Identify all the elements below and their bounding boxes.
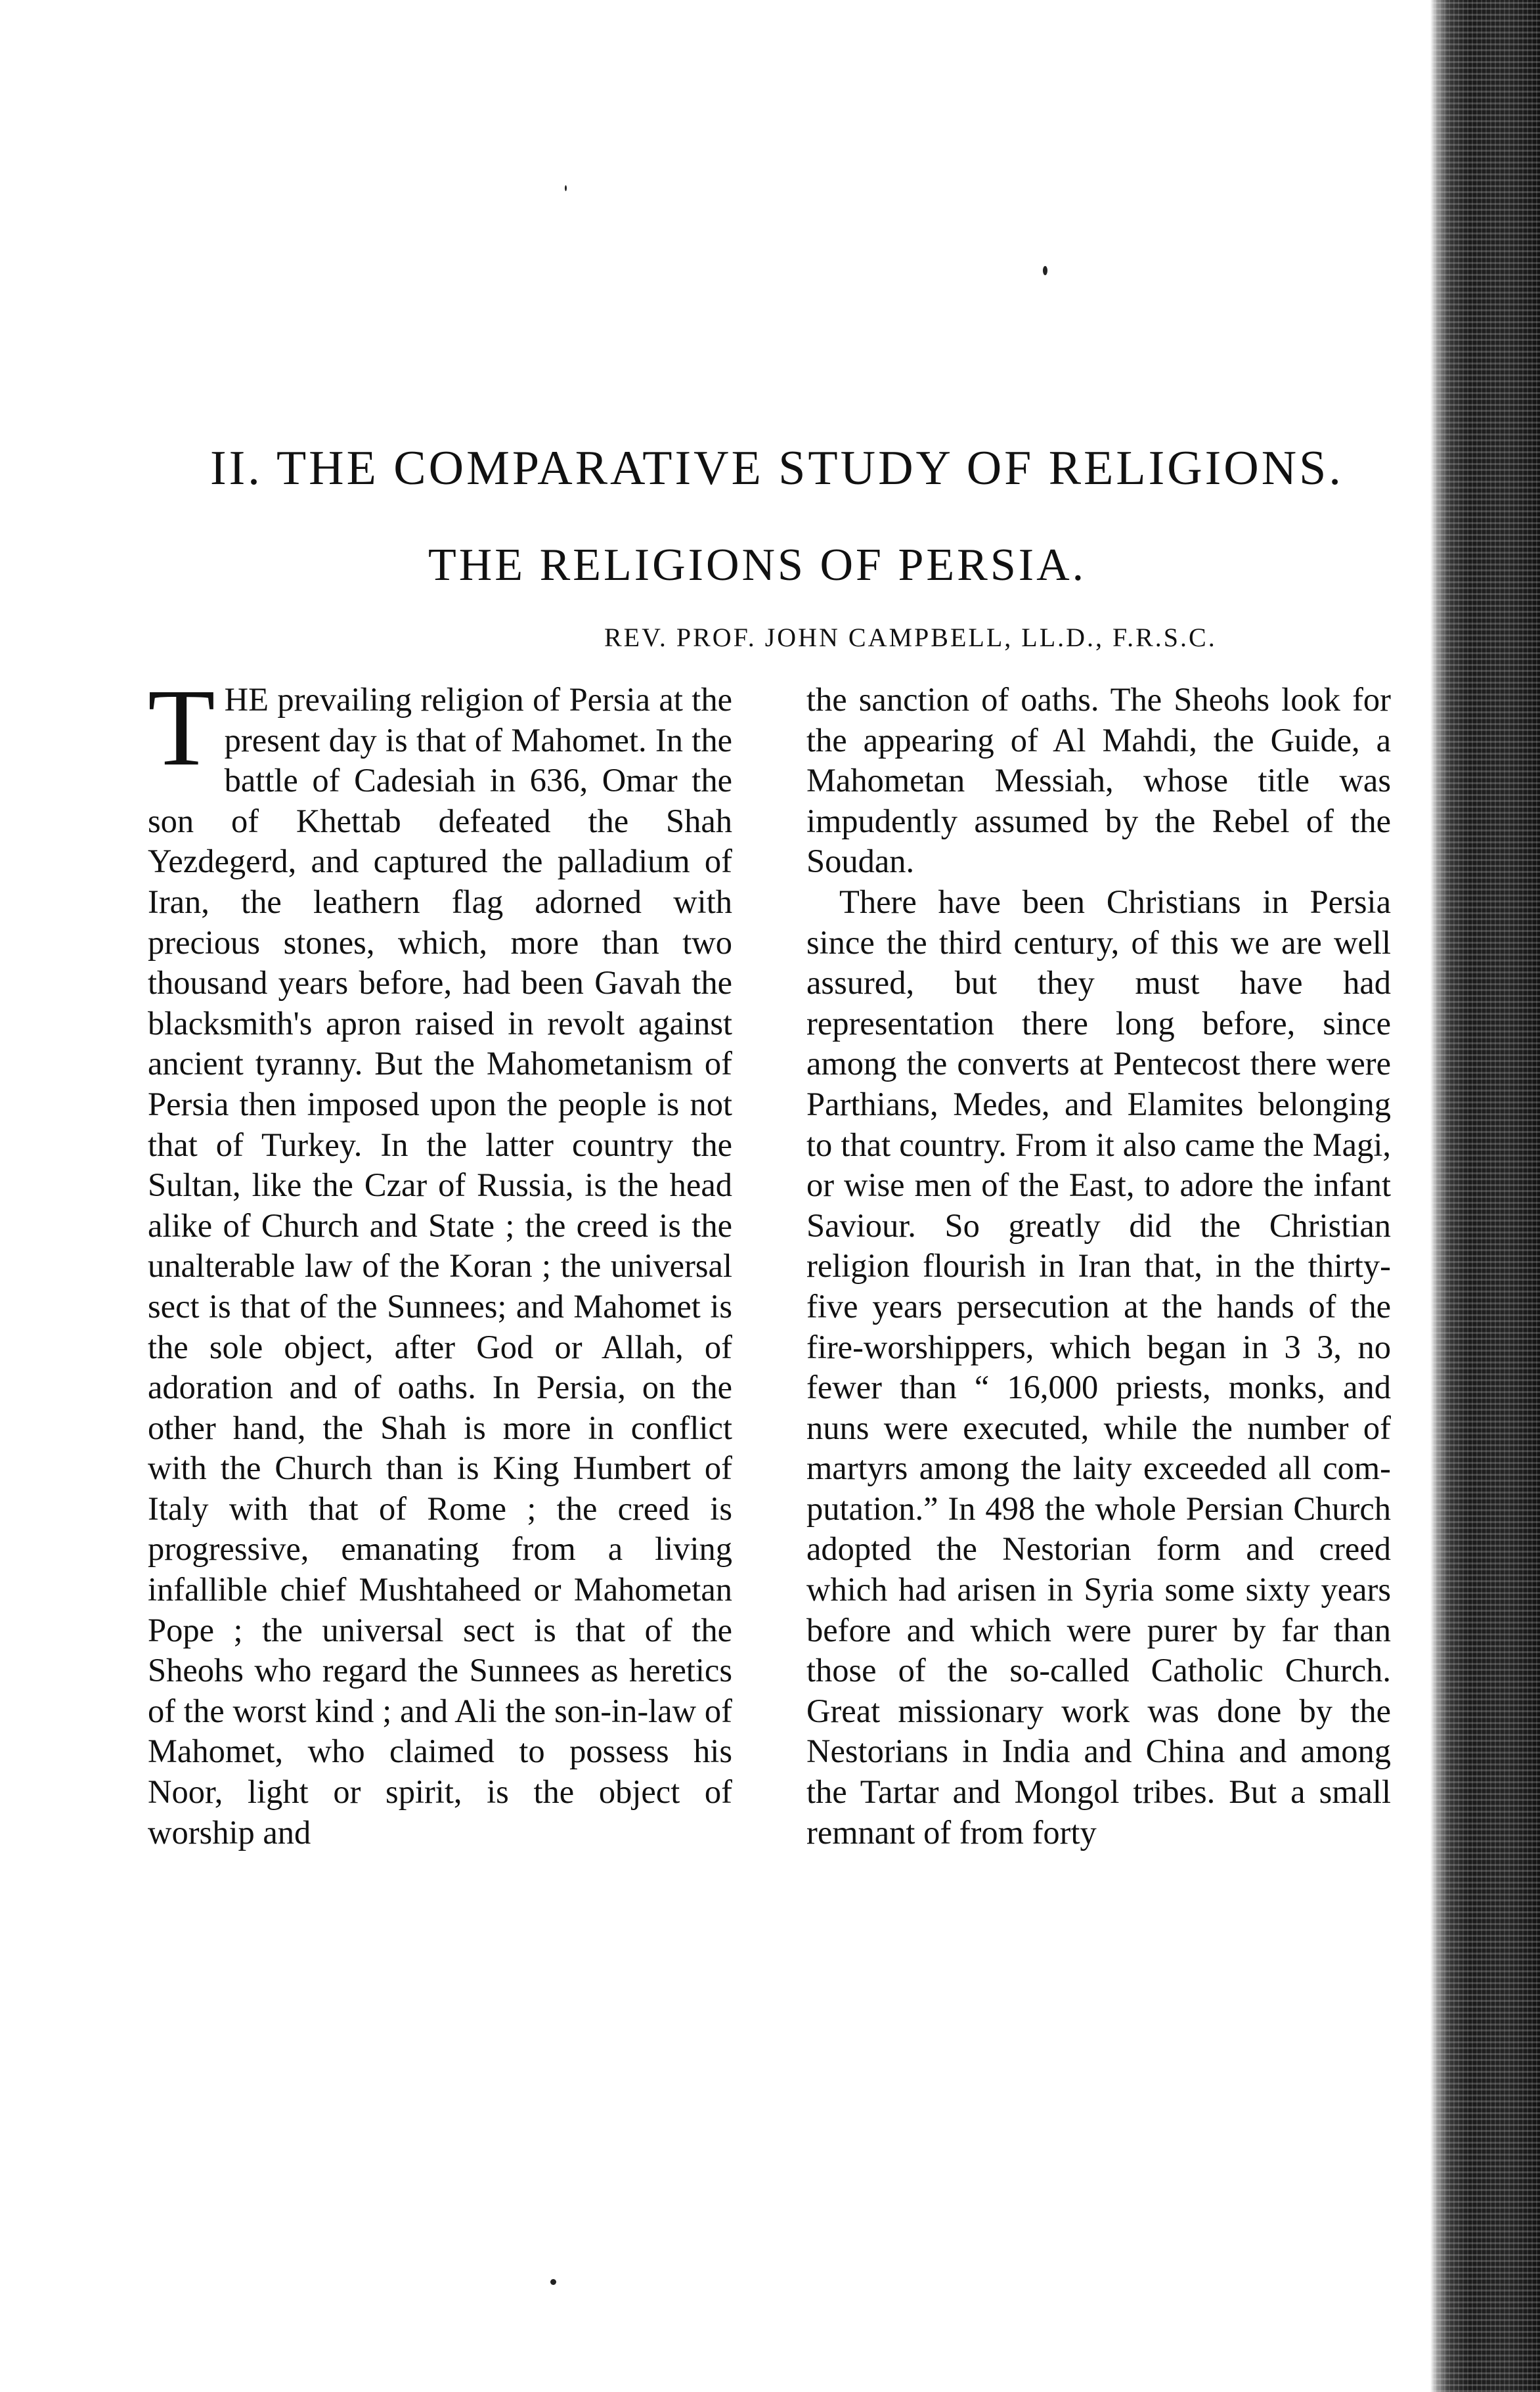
left-column [148,667,732,1853]
scan-speck [565,185,567,191]
right-column-paragraph-1: the sanction of oaths. The Sheohs look for the appearing of Al Mahdi, the Guide, a Mahometan Messiah, whose title was impudently assumed by the Rebel of the Soudan. [806,681,1391,880]
binding-edge [1430,0,1540,2392]
right-column [806,680,1391,1853]
page-mark [550,2279,556,2285]
left-column-paragraph [148,667,732,1853]
article-title: THE RELIGIONS OF PERSIA. [428,540,1087,590]
left-column-text: HE prevailing religion of Persia at the present day is that of Mahomet. In the battle of Cadesiah in 636, Omar the son of Khettab defeated the Shah Yezdegerd, and captured the palladium of Iran, the leathern flag adorned with precious stones, which, more than two thousand years before, had been Gavah the blacksmith's apron raised in revolt against ancient tyranny. But the Mahometanism of Persia then imposed upon the people is not that of Turkey. In the latter country the Sultan, like the Czar of Russia, is the head alike of Church and State ; the creed is the unalterable law of the Koran ; the universal sect is that of the Sunnees; and Mahomet is the sole object, after God or Allah, of adoration and of oaths. In Persia, on the other hand, the Shah is more in conflict with the Church than is King Humbert of Italy with that of Rome ; the creed is progressive, emanating from a living infallible chief Mushtaheed or Mahometan Pope ; the universal sect is that of the Sheohs who regard the Sunnees as heretics of the worst kind ; and Ali the son-in-law of Mahomet, who claimed to possess his Noor, light or spirit, is the object of worship and [148,681,732,1851]
drop-cap: T [148,667,215,789]
right-column-paragraph-2: There have been Christians in Persia since the third century, of this we are well assured, but they must have had representation there long before, since among the converts at Pentecost there were Parthians, Medes, and Elamites belonging to that country. From it also came the Magi, or wise men of the East, to adore the infant Saviour. So greatly did the Christian religion flourish in Iran that, in the thirty-five years persecution at the hands of the fire-worshippers, which began in 3 3, no fewer than “ 16,000 priests, monks, and nuns were executed, while the number of martyrs among the laity exceeded all computation.” In 498 the whole Persian Church adopted the Nestorian form and creed which had arisen in Syria some sixty years before and which were purer by far than those of the so-called Catholic Church. Great missionary work was done by the Nestorians in India and China and among the Tartar and Mongol tribes. But a small remnant of from forty [806,883,1391,1851]
scan-speck [1043,266,1047,275]
section-heading: II. THE COMPARATIVE STUDY OF RELIGIONS. [210,441,1344,495]
author-byline: REV. PROF. JOHN CAMPBELL, LL.D., F.R.S.C. [604,623,1217,652]
